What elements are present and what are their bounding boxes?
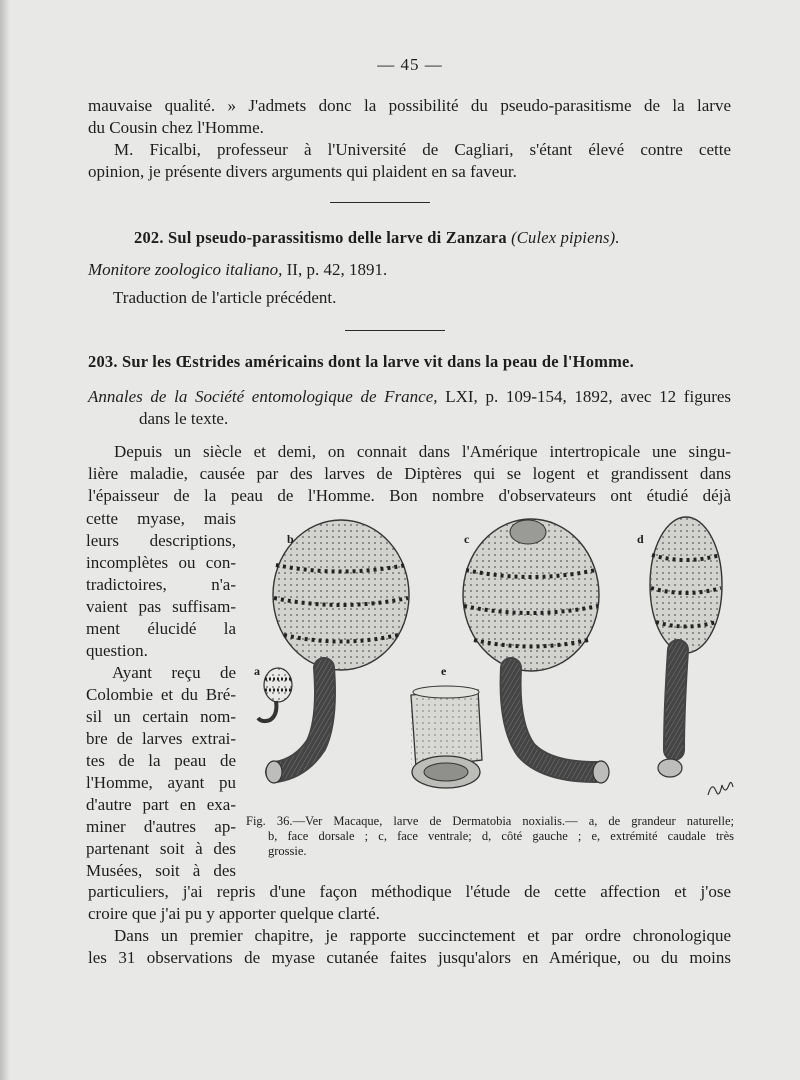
figure-label-b: b <box>287 532 294 546</box>
text-line: ment élucidé la <box>86 619 236 638</box>
text-line: d'autre part en exa- <box>86 795 236 814</box>
text-line: Depuis un siècle et demi, on connait dans l'Amérique intertropicale une singu- <box>114 442 731 461</box>
larva-figure-d <box>650 517 722 777</box>
text-line: leurs descriptions, <box>86 531 236 550</box>
larva-figure-c <box>463 519 609 783</box>
text-line: question. <box>86 641 148 660</box>
entry-203-source <box>88 386 731 408</box>
figure-label-e: e <box>441 664 447 678</box>
text-line: cette myase, mais <box>86 509 236 528</box>
text-line: les 31 observations de myase cutanée faites jusqu'alors en Amérique, ou du moins <box>88 948 731 967</box>
text-line: Ayant reçu de <box>112 663 236 682</box>
engraver-signature <box>708 782 733 795</box>
caption-line: Fig. 36.—Ver Macaque, larve de Dermatobia noxialis.— a, de grandeur naturelle; <box>246 814 734 828</box>
text-line: tradictoires, n'a- <box>86 575 236 594</box>
text-line: Musées, soit à des <box>86 861 236 880</box>
text-line: opinion, je présente divers arguments qui plaident en sa faveur. <box>88 162 517 181</box>
text-line: tes de la peau de <box>86 751 236 770</box>
larva-illustration <box>246 510 766 810</box>
page-edge-shadow <box>0 0 10 1080</box>
entry-203-heading: 203. Sur les Œstrides américains dont la larve vit dans la peau de l'Homme. <box>88 352 634 371</box>
section-divider <box>345 330 445 331</box>
text-line: du Cousin chez l'Homme. <box>88 118 264 137</box>
caption-line: grossie. <box>268 844 307 858</box>
text-line: sil un certain nom- <box>86 707 236 726</box>
text-line: miner d'autres ap- <box>86 817 236 836</box>
figure-label-a: a <box>254 664 260 678</box>
larva-figure-b <box>266 520 409 783</box>
figure-label-c: c <box>464 532 470 546</box>
entry-202-journal: Monitore zoologico italiano, <box>88 260 283 279</box>
text-line: incomplètes ou con- <box>86 553 236 572</box>
text-line: Colombie et du Bré- <box>86 685 236 704</box>
larva-figure-e <box>411 686 482 788</box>
text-line: Dans un premier chapitre, je rapporte succinctement et par ordre chronologique <box>114 926 731 945</box>
entry-202-citation: II, p. 42, 1891. <box>286 260 388 279</box>
page-number: — 45 — <box>377 55 443 74</box>
text-line: particuliers, j'ai repris d'une façon méthodique l'étude de cette affection et j'ose <box>88 882 731 901</box>
text-line: bre de larves extrai- <box>86 729 236 748</box>
entry-203-citation: LXI, p. 109-154, 1892, avec 12 figures <box>445 387 732 406</box>
entry-202-heading <box>134 228 620 248</box>
text-line: croire que j'ai pu y apporter quelque clarté. <box>88 904 380 923</box>
text-line: partenant soit à des <box>86 839 236 858</box>
caption-line: b, face dorsale ; c, face ventrale; d, côté gauche ; e, extrémité caudale très <box>268 829 734 843</box>
figure-label-d: d <box>637 532 644 546</box>
text-line: l'épaisseur de la peau de l'Homme. Bon nombre d'observateurs ont étudié déjà <box>88 486 731 505</box>
text-line: lière maladie, causée par des larves de Diptères qui se logent et grandissent dans <box>88 464 731 483</box>
text-line: M. Ficalbi, professeur à l'Université de Cagliari, s'étant élevé contre cette <box>114 140 731 159</box>
figure-caption <box>246 814 734 859</box>
section-divider <box>330 202 430 203</box>
entry-202-title-tail: (Culex pipiens). <box>511 228 620 247</box>
text-line: vaient pas suffisam- <box>86 597 236 616</box>
text-line: mauvaise qualité. » J'admets donc la possibilité du pseudo-parasitisme de la larve <box>88 96 731 115</box>
entry-202-source <box>88 259 387 281</box>
entry-203-source-cont: dans le texte. <box>139 409 229 428</box>
larva-figure-a <box>258 668 292 721</box>
entry-202-title: 202. Sul pseudo-parassitismo delle larve di Zanzara <box>134 228 507 247</box>
text-line: l'Homme, ayant pu <box>86 773 236 792</box>
entry-203-journal: Annales de la Société entomologique de France, <box>88 387 438 406</box>
entry-202-note: Traduction de l'article précédent. <box>113 288 337 307</box>
